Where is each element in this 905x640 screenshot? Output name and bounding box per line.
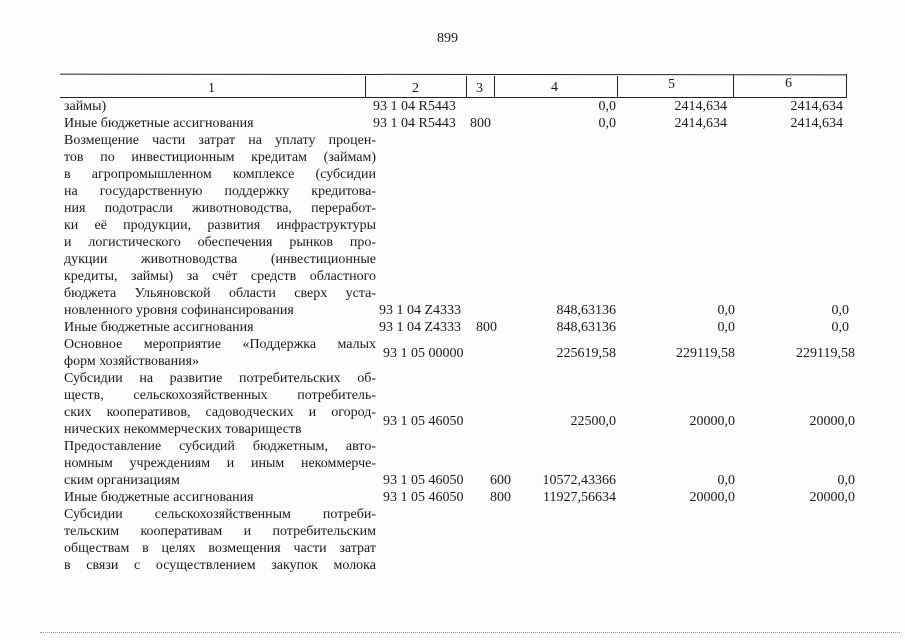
cell-code: 93 1 04 R5443 — [373, 116, 456, 131]
row-description — [64, 98, 106, 115]
cell-col-6: 229119,58 — [796, 346, 855, 361]
row-description — [64, 319, 254, 336]
description-line: тов по инвестиционным кредитам (займам) — [64, 150, 376, 165]
header-col-2: 2 — [412, 81, 419, 96]
cell-col-4: 0,0 — [598, 99, 616, 114]
row-description — [64, 132, 376, 319]
cell-code: 93 1 04 Z4333 — [379, 303, 462, 318]
header-divider — [617, 76, 618, 97]
description-line: и логистического обеспечения рынков про- — [64, 235, 376, 250]
header-col-6: 6 — [785, 76, 792, 91]
description-line: дукции животноводства (инвестиционные — [64, 252, 376, 267]
cell-col-4: 11927,56634 — [543, 490, 616, 505]
description-line: займы) — [64, 99, 107, 114]
description-line: Возмещение части затрат на уплату процен- — [64, 133, 376, 148]
description-line: Основное мероприятие «Поддержка малых — [64, 337, 376, 352]
cell-col-4: 10572,43366 — [542, 473, 616, 488]
cell-expense-type: 800 — [476, 320, 497, 335]
header-col-4: 4 — [551, 80, 558, 95]
header-divider — [494, 76, 495, 97]
header-divider — [846, 74, 847, 97]
description-line: ки её продукции, развития инфраструктуры — [64, 218, 376, 233]
cell-col-5: 0,0 — [717, 473, 735, 488]
cell-col-4: 848,63136 — [556, 303, 616, 318]
cell-col-6: 0,0 — [837, 473, 855, 488]
cell-col-4: 848,63136 — [556, 320, 616, 335]
header-top-rule — [60, 74, 847, 76]
description-line: нических некоммерческих товариществ — [64, 422, 302, 437]
cell-code: 93 1 05 46050 — [383, 473, 464, 488]
cell-col-6: 2414,634 — [790, 99, 843, 114]
description-line: номным учреждениям и иным некоммерче- — [64, 456, 376, 471]
description-line: новленного уровня софинансирования — [64, 303, 294, 318]
header-divider — [365, 76, 366, 97]
description-line: обществам в целях возмещения части затрат — [64, 541, 376, 556]
description-line: Субсидии на развитие потребительских об- — [64, 371, 376, 386]
header-divider — [733, 75, 734, 97]
cell-code: 93 1 05 00000 — [383, 346, 464, 361]
cell-col-4: 225619,58 — [556, 346, 616, 361]
cell-expense-type: 600 — [490, 473, 511, 488]
cell-col-5: 20000,0 — [689, 490, 735, 505]
description-line: на государственную поддержку кредитова- — [64, 184, 376, 199]
cell-col-6: 0,0 — [831, 303, 849, 318]
cell-col-5: 2414,634 — [674, 99, 727, 114]
cell-col-4: 22500,0 — [570, 414, 616, 429]
header-col-1: 1 — [208, 81, 215, 96]
row-description — [64, 370, 376, 438]
cell-code: 93 1 05 46050 — [383, 490, 464, 505]
cell-col-6: 20000,0 — [809, 490, 855, 505]
row-description — [64, 489, 254, 506]
cell-col-6: 20000,0 — [809, 414, 855, 429]
description-line: Субсидии сельскохозяйственным потреби- — [64, 507, 376, 522]
cell-col-6: 2414,634 — [790, 116, 843, 131]
description-line: Иные бюджетные ассигнования — [64, 320, 254, 335]
cell-col-4: 0,0 — [598, 116, 616, 131]
header-col-5: 5 — [668, 77, 675, 92]
header-col-3: 3 — [476, 81, 483, 96]
cell-col-5: 20000,0 — [689, 414, 735, 429]
header-divider — [466, 76, 467, 97]
cell-expense-type: 800 — [470, 116, 491, 131]
cell-expense-type: 800 — [490, 490, 511, 505]
page-bottom-noise — [40, 632, 900, 634]
row-description — [64, 506, 376, 574]
description-line: ществ, сельскохозяйственных потребитель- — [64, 388, 376, 403]
description-line: ским организациям — [64, 473, 180, 488]
cell-col-5: 0,0 — [717, 303, 735, 318]
description-line: Иные бюджетные ассигнования — [64, 116, 254, 131]
description-line: Иные бюджетные ассигнования — [64, 490, 254, 505]
row-description — [64, 115, 254, 132]
description-line: кредиты, займы) за счёт средств областного — [64, 269, 376, 284]
cell-col-5: 2414,634 — [674, 116, 727, 131]
row-description — [64, 336, 376, 370]
description-line: Предоставление субсидий бюджетным, авто- — [64, 439, 376, 454]
cell-col-6: 0,0 — [831, 320, 849, 335]
description-line: тельским кооперативам и потребительским — [64, 524, 376, 539]
description-line: ния подотрасли животноводства, переработ- — [64, 201, 376, 216]
row-description — [64, 438, 376, 489]
page-number: 899 — [437, 31, 458, 46]
cell-code: 93 1 05 46050 — [383, 414, 464, 429]
cell-col-5: 229119,58 — [676, 346, 735, 361]
description-line: в связи с осуществлением закупок молока — [64, 558, 376, 573]
cell-col-5: 0,0 — [717, 320, 735, 335]
description-line: форм хозяйствования» — [64, 354, 200, 369]
description-line: бюджета Ульяновской области сверх уста- — [64, 286, 376, 301]
description-line: в агропромышленном комплексе (субсидии — [64, 167, 376, 182]
description-line: ских кооперативов, садоводческих и огород- — [64, 405, 376, 420]
cell-code: 93 1 04 Z4333 — [379, 320, 462, 335]
cell-code: 93 1 04 R5443 — [373, 99, 456, 114]
